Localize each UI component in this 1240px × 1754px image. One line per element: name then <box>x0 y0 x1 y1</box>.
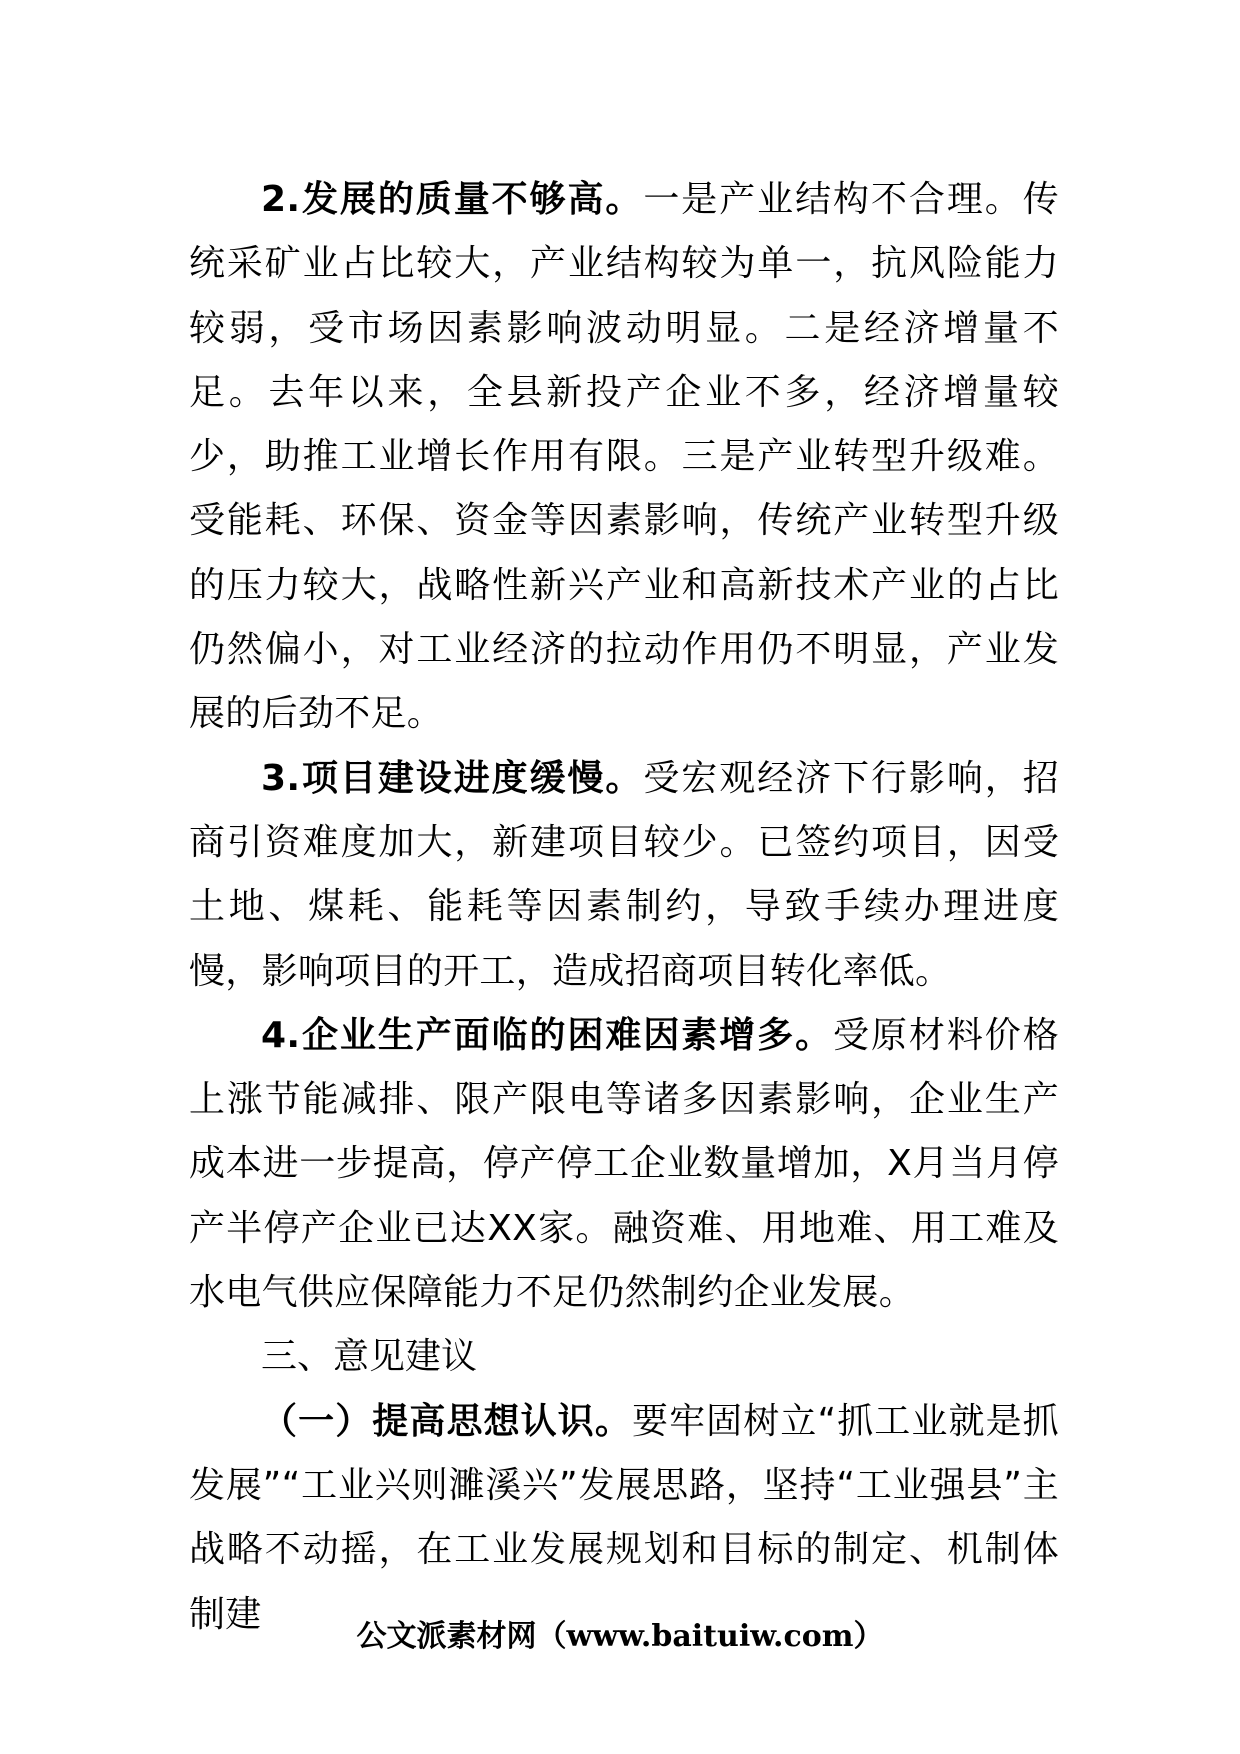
paragraph-enterprise-difficulties <box>189 1004 1059 1325</box>
paragraph-text: 一是产业结构不合理。传统采矿业占比较大，产业结构较为单一，抗风险能力较弱，受市场因素影响波动明显。二是经济增量不足。去年以来，全县新投产企业不多，经济增量较少，助推工业增长作用有限。三是产业转型升级难。受能耗、环保、资金等因素影响，传统产业转型升级的压力较大，战略性新兴产业和高新技术产业的占比仍然偏小，对工业经济的拉动作用仍不明显，产业发展的后劲不足。 <box>189 179 1059 735</box>
paragraph-lead: 3.项目建设进度缓慢。 <box>261 757 644 799</box>
paragraph-lead: 2.发展的质量不够高。 <box>261 179 644 220</box>
footer-watermark: 公文派素材网（www.baituiw.com） <box>356 1619 884 1654</box>
paragraph-project-progress <box>189 747 1059 1004</box>
section-heading: 三、意见建议 <box>261 1336 478 1378</box>
paragraph-lead: 4.企业生产面临的困难因素增多。 <box>261 1014 834 1056</box>
paragraph-text: 要牢固树立“抓工业就是抓发展”“工业兴则濉溪兴”发展思路，坚持“工业强县”主战略不动摇，在工业发展规划和目标的制定、机制体制建 <box>189 1400 1059 1635</box>
paragraph-lead: （一）提高思想认识。 <box>261 1400 632 1442</box>
document-body <box>189 168 1059 1647</box>
paragraph-suggestion <box>189 1390 1059 1647</box>
paragraph-development-quality <box>189 168 1059 747</box>
paragraph-text: 受原材料价格上涨节能减排、限产限电等诸多因素影响，企业生产成本进一步提高，停产停工企业数量增加，X月当月停产半停产企业已达XX家。融资难、用地难、用工难及水电气供应保障能力不足仍然制约企业发展。 <box>189 1014 1059 1314</box>
paragraph-text: 受宏观经济下行影响，招商引资难度加大，新建项目较少。已签约项目，因受土地、煤耗、能耗等因素制约，导致手续办理进度慢，影响项目的开工，造成招商项目转化率低。 <box>189 757 1059 992</box>
